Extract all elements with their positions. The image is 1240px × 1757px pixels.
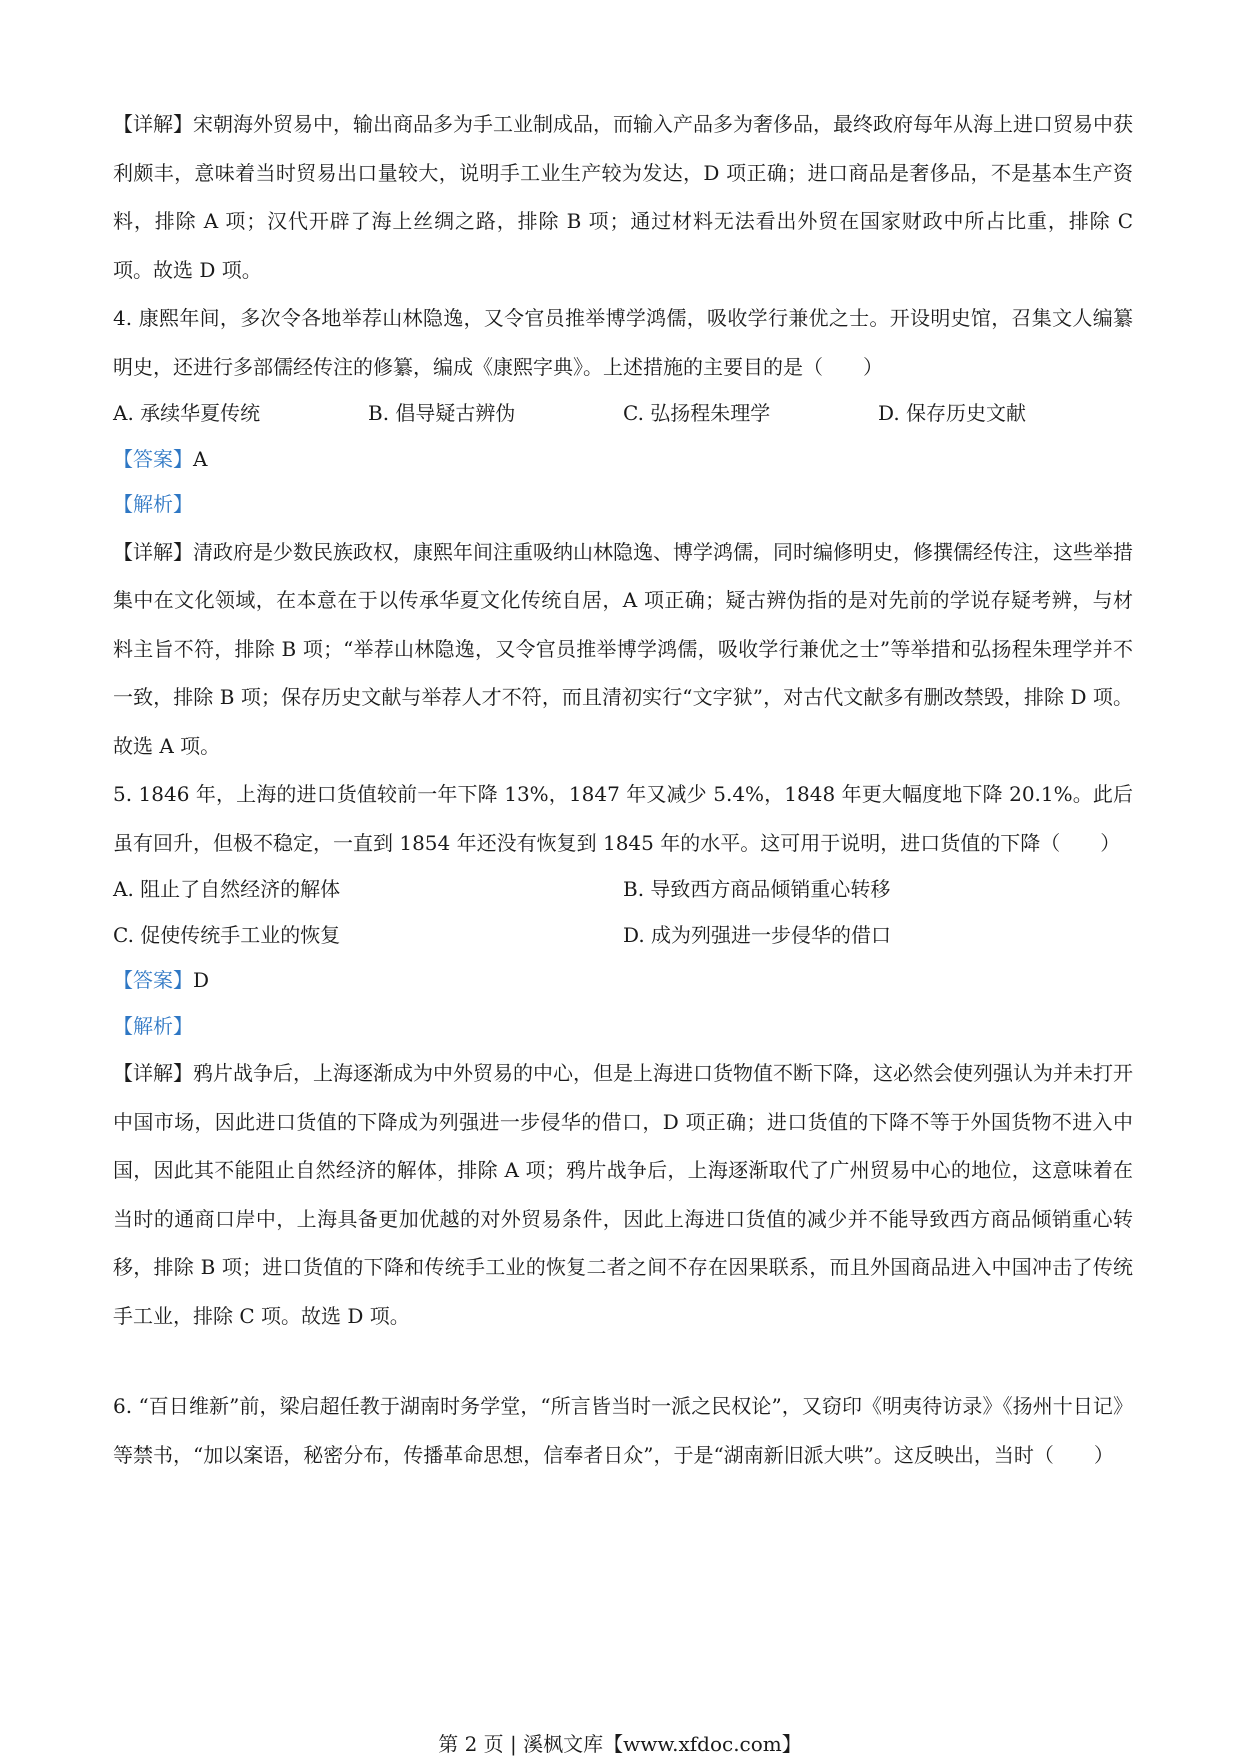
q5-stem: 5. 1846 年，上海的进口货值较前一年下降 13%，1847 年又减少 5.4%，1848 年更大幅度地下降 20.1%。此后虽有回升，但极不稳定，一直到 1854 年还没有恢复到 1845 年的水平。这可用于说明，进口货值的下降（ ） bbox=[113, 782, 1133, 855]
q5-answer-value: D bbox=[193, 968, 210, 992]
q3-detail-text: 宋朝海外贸易中，输出商品多为手工业制成品，而输入产品多为奢侈品，最终政府每年从海上进口贸易中获利颇丰，意味着当时贸易出口量较大，说明手工业生产较为发达，D 项正确；进口商品是奢侈品，不是基本生产资料，排除 A 项；汉代开辟了海上丝绸之路，排除 B 项；通过材料无法看出外贸在国家财政中所占比重，排除 C 项。故选 D 项。 bbox=[113, 112, 1133, 282]
q5-option-c: C. 促使传统手工业的恢复 bbox=[113, 922, 341, 947]
q4-detail-label: 【详解】 bbox=[113, 539, 193, 564]
q5-option-d: D. 成为列强进一步侵华的借口 bbox=[623, 922, 892, 947]
q4-answer-label: 【答案】 bbox=[113, 446, 193, 471]
q4-analysis-label: 【解析】 bbox=[113, 492, 193, 516]
q5-detail-paragraph bbox=[113, 1049, 1133, 1340]
q3-detail-paragraph bbox=[113, 100, 1133, 294]
q4-answer bbox=[113, 437, 1133, 483]
q5-answer bbox=[113, 958, 1133, 1004]
page-content bbox=[113, 100, 1133, 1479]
q4-stem: 4. 康熙年间，多次令各地举荐山林隐逸，又令官员推举博学鸿儒，吸收学行兼优之士。开设明史馆，召集文人编纂明史，还进行多部儒经传注的修纂，编成《康熙字典》。上述措施的主要目的是（ ） bbox=[113, 306, 1133, 379]
q5-options-row-2 bbox=[113, 913, 1133, 959]
q5-detail-text: 鸦片战争后，上海逐渐成为中外贸易的中心，但是上海进口货物值不断下降，这必然会使列强认为并未打开中国市场，因此进口货值的下降成为列强进一步侵华的借口，D 项正确；进口货值的下降不等于外国货物不进入中国，因此其不能阻止自然经济的解体，排除 A 项；鸦片战争后，上海逐渐取代了广州贸易中心的地位，这意味着在当时的通商口岸中，上海具备更加优越的对外贸易条件，因此上海进口货值的减少并不能导致西方商品倾销重心转移，排除 B 项；进口货值的下降和传统手工业的恢复二者之间不存在因果联系，而且外国商品进入中国冲击了传统手工业，排除 C 项。故选 D 项。 bbox=[113, 1061, 1133, 1328]
section-gap bbox=[113, 1340, 1133, 1382]
q4-option-d: D. 保存历史文献 bbox=[878, 401, 1027, 425]
q5-option-b: B. 导致西方商品倾销重心转移 bbox=[623, 877, 891, 901]
q4-option-a: A. 承续华夏传统 bbox=[113, 401, 261, 425]
page-footer: 第 2 页 | 溪枫文库【www.xfdoc.com】 bbox=[438, 1732, 802, 1756]
q4-option-b: B. 倡导疑古辨伪 bbox=[368, 401, 516, 425]
q3-detail-label: 【详解】 bbox=[113, 112, 193, 136]
q5-answer-label: 【答案】 bbox=[113, 968, 193, 992]
q5-analysis-label: 【解析】 bbox=[113, 1013, 193, 1038]
q5-options-row-1 bbox=[113, 867, 1133, 913]
q4-answer-value: A bbox=[193, 446, 208, 471]
q4-detail-paragraph bbox=[113, 528, 1133, 771]
q5-detail-label: 【详解】 bbox=[113, 1061, 193, 1085]
q6-stem: 6. “百日维新”前，梁启超任教于湖南时务学堂，“所言皆当时一派之民权论”，又窃印《明夷待访录》《扬州十日记》等禁书，“加以案语，秘密分布，传播革命思想，信奉者日众”，于是“湖南新旧派大哄”。这反映出，当时（ ） bbox=[113, 1394, 1133, 1467]
q4-options bbox=[113, 391, 1133, 437]
q4-detail-text: 清政府是少数民族政权，康熙年间注重吸纳山林隐逸、博学鸿儒，同时编修明史，修撰儒经传注，这些举措集中在文化领域，在本意在于以传承华夏文化传统自居，A 项正确；疑古辨伪指的是对先前的学说存疑考辨，与材料主旨不符，排除 B 项；“举荐山林隐逸，又令官员推举博学鸿儒，吸收学行兼优之士”等举措和弘扬程朱理学并不一致，排除 B 项；保存历史文献与举荐人才不符，而且清初实行“文字狱”，对古代文献多有删改禁毁，排除 D 项。故选 A 项。 bbox=[113, 539, 1133, 758]
q4-option-c: C. 弘扬程朱理学 bbox=[623, 401, 771, 425]
q5-option-a: A. 阻止了自然经济的解体 bbox=[113, 877, 341, 901]
